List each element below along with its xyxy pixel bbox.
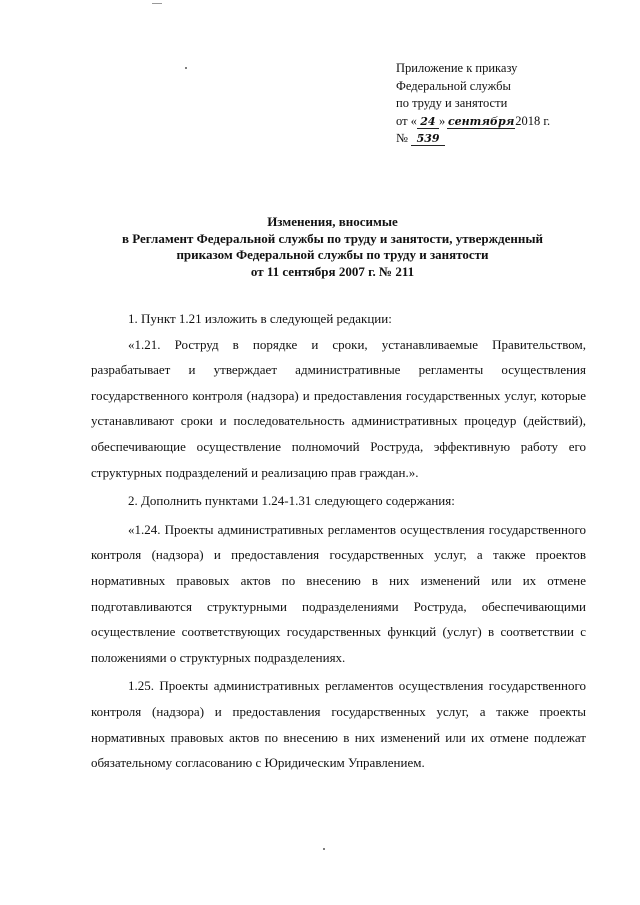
appendix-date bbox=[396, 113, 550, 131]
paragraph-1-25: 1.25. Проекты административных регламентов осуществления государственного контроля (надзора) и предоставления государственных услуг, а также проекты нормативных правовых актов по внесению в них изменений или их отмене подлежат обязательному согласованию с Юридическим Управлением. bbox=[91, 678, 586, 771]
scan-speck bbox=[152, 3, 162, 4]
heading-line: от 11 сентября 2007 г. № 211 bbox=[250, 263, 415, 279]
appendix-line: Приложение к приказу bbox=[396, 61, 518, 75]
appendix-line: Федеральной службы bbox=[396, 78, 511, 93]
heading-line: Изменения, вносимые bbox=[267, 214, 398, 229]
handwritten-day: 24 bbox=[417, 116, 439, 129]
paragraph-quote-1-21: «1.21. Роструд в порядке и сроки, устанавливаемые Правительством, разрабатывает и утверждает административные регламенты осуществления государственного контроля (надзора) и предоставления государственных услуг, которые устанавливают сроки и последовательность административных процедур (действий), обеспечивающие осуществление полномочий Роструда, эффективную работу его структурных подразделений и реализацию прав граждан.». bbox=[91, 336, 586, 480]
paragraph-quote-1-24: «1.24. Проекты административных регламентов осуществления государственного контроля (надзора) и предоставления государственных услуг, а также проектов нормативных правовых актов по внесению в них изменений или их отмене подготавливаются структурными подразделениями Роструда, обеспечивающими осуществление соответствующих государственных функций (услуг) в соответствии с положениями о структурных подразделениях. bbox=[91, 521, 586, 665]
document-body bbox=[91, 306, 586, 776]
date-prefix: от « bbox=[396, 113, 417, 128]
paragraph-item-2: 2. Дополнить пунктами 1.24-1.31 следующего содержания: bbox=[128, 493, 455, 509]
appendix-line: по труду и занятости bbox=[396, 96, 508, 110]
heading-line: в Регламент Федеральной службы по труду и занятости, утвержденный bbox=[122, 230, 543, 246]
scan-speck bbox=[323, 848, 325, 850]
document-heading bbox=[60, 214, 605, 280]
number-prefix: № bbox=[396, 131, 408, 145]
date-mid: » bbox=[438, 113, 446, 128]
appendix-number bbox=[396, 130, 550, 148]
paragraph-item-1: 1. Пункт 1.21 изложить в следующей редакции: bbox=[128, 311, 392, 326]
appendix-block bbox=[396, 60, 550, 148]
heading-line: приказом Федеральной службы по труду и занятости bbox=[176, 247, 489, 262]
handwritten-month: сентября bbox=[447, 114, 515, 128]
handwritten-number: 539 bbox=[411, 133, 445, 146]
date-suffix: 2018 г. bbox=[515, 113, 551, 128]
scan-speck bbox=[185, 67, 187, 69]
